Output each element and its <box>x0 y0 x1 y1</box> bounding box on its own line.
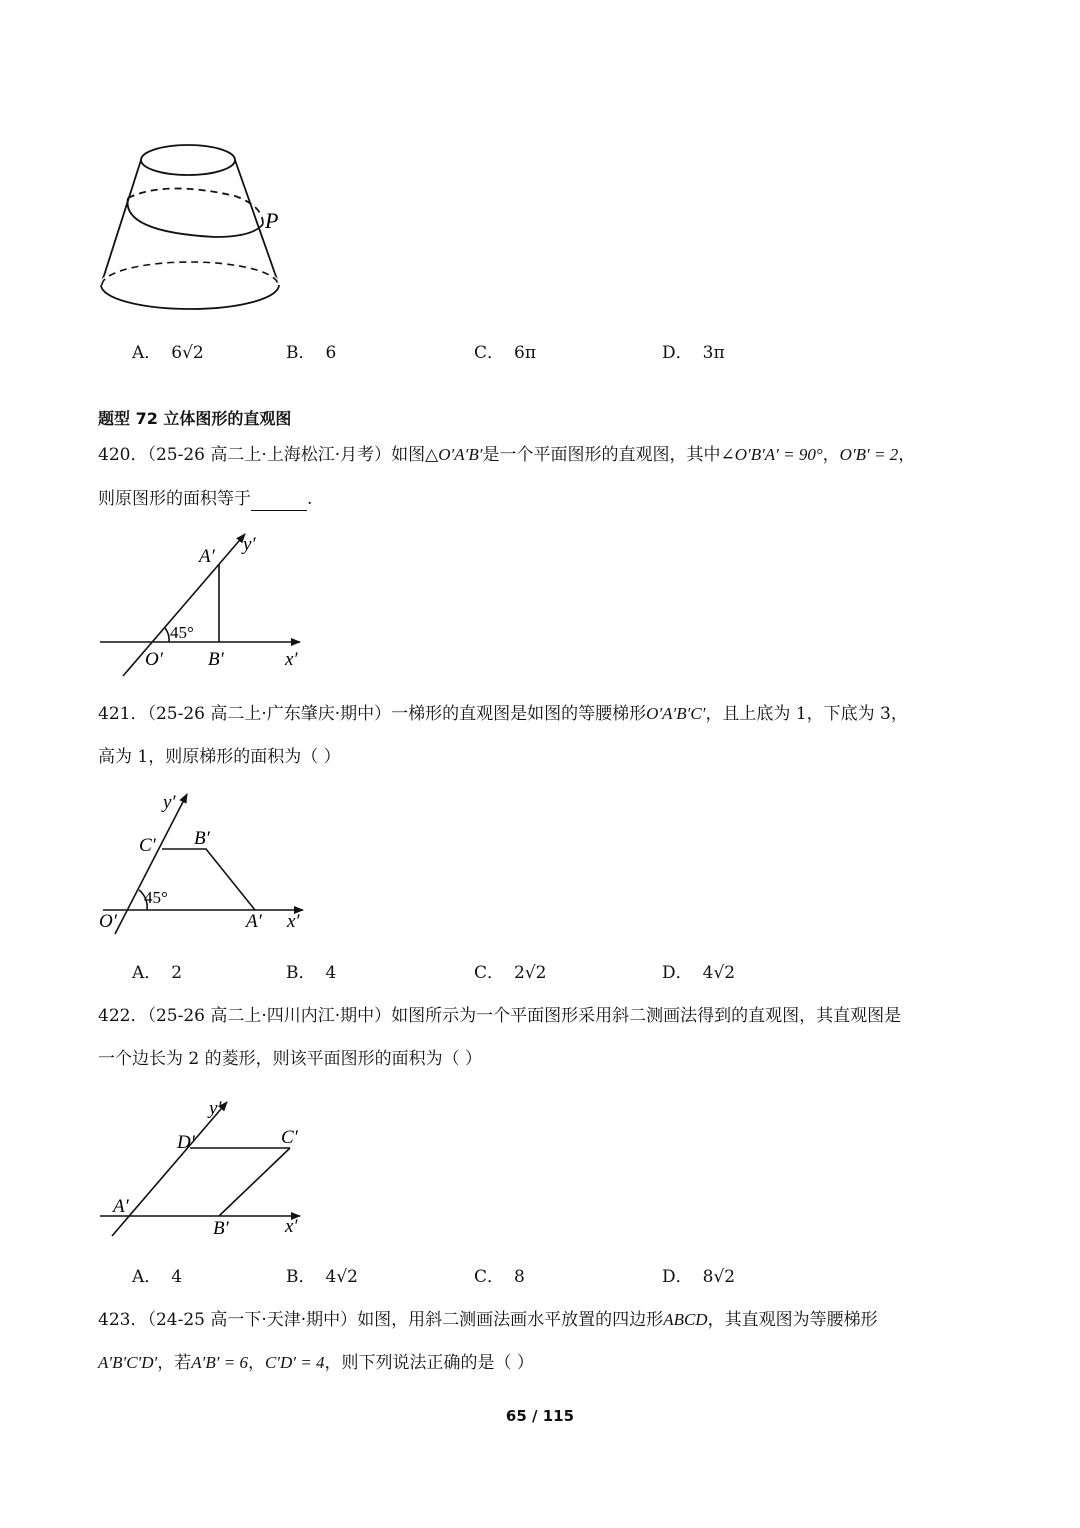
option-d-value: 3π <box>702 343 725 363</box>
q421-option-b-value: 4 <box>325 963 337 983</box>
q421-option-a[interactable] <box>132 961 182 985</box>
section-front-arc <box>128 198 263 237</box>
q423-line1 <box>98 1308 878 1332</box>
label-x: x′ <box>287 911 300 932</box>
frustum-top-ellipse <box>141 145 235 175</box>
q423-text-a: 如图，用斜二测画法画水平放置的四边形 <box>357 1310 664 1330</box>
trapezoid-shape <box>162 849 255 910</box>
q421-option-d[interactable] <box>662 961 735 985</box>
q420-angle-expr: ∠O′B′A′ = 90° <box>720 445 823 464</box>
point-p-label: P <box>265 208 279 233</box>
q420-sep: ， <box>822 445 840 465</box>
label-y: y′ <box>163 792 176 813</box>
q421-number: 421． <box>98 704 148 724</box>
label-x: x′ <box>285 649 298 670</box>
q421-option-c-value: 2√2 <box>514 963 547 983</box>
option-d-label: D． <box>662 343 693 363</box>
y-axis <box>123 534 245 676</box>
option-a-label: A． <box>132 343 162 363</box>
q421-option-c[interactable] <box>474 961 546 985</box>
label-x: x′ <box>285 1216 298 1237</box>
page-current: 65 <box>505 1407 527 1425</box>
q422-figure <box>95 1092 315 1242</box>
q422-option-c-label: C． <box>474 1267 505 1287</box>
q421-text-a: 一梯形的直观图是如图的等腰梯形 <box>391 704 647 724</box>
label-angle: 45° <box>170 623 194 642</box>
q422-option-a-label: A． <box>132 1267 162 1287</box>
q422-option-a-value: 4 <box>171 1267 183 1287</box>
q423-ab-expr: A′B′ = 6 <box>191 1353 248 1372</box>
q421-option-d-value: 4√2 <box>702 963 736 983</box>
q420-line2-text: 则原图形的面积等于 <box>98 489 251 509</box>
q421-text-b: ，且上底为 1，下底为 3， <box>705 704 908 724</box>
q422-option-b[interactable] <box>286 1265 358 1289</box>
q421-option-a-value: 2 <box>171 963 183 983</box>
q421-option-d-label: D． <box>662 963 693 983</box>
label-y: y′ <box>243 534 256 555</box>
q420-figure <box>95 528 315 678</box>
frustum-figure <box>95 140 295 325</box>
option-a-value: 6√2 <box>171 343 204 363</box>
q422-option-c[interactable] <box>474 1265 525 1289</box>
q423-quad: ABCD <box>663 1310 708 1329</box>
q423-source: （24-25 高一下·天津·期中） <box>147 1310 358 1330</box>
option-c-label: C． <box>474 343 505 363</box>
q422-text-a: 如图所示为一个平面图形采用斜二测画法得到的直观图，其直观图是 <box>391 1006 902 1026</box>
q422-line1 <box>98 1004 901 1028</box>
q423-number: 423． <box>98 1310 148 1330</box>
q420-text-a: 如图 <box>391 445 426 465</box>
q421-figure <box>95 788 315 938</box>
q420-end: . <box>307 489 313 509</box>
page-separator: / <box>532 1407 538 1425</box>
q423-text-b: ，其直观图为等腰梯形 <box>707 1310 878 1330</box>
option-c[interactable] <box>474 341 536 365</box>
q422-option-d-label: D． <box>662 1267 693 1287</box>
label-c: C′ <box>281 1127 298 1148</box>
q423-text-d: ，则下列说法正确的是（ ） <box>324 1353 534 1373</box>
q422-option-b-label: B． <box>286 1267 316 1287</box>
label-angle: 45° <box>144 888 168 907</box>
q422-option-d[interactable] <box>662 1265 735 1289</box>
q420-source: （25-26 高二上·上海松江·月考） <box>147 445 392 465</box>
page-total: 115 <box>542 1407 575 1425</box>
q422-option-c-value: 8 <box>514 1267 525 1287</box>
label-o: O′ <box>99 911 117 932</box>
angle-arc <box>165 628 169 642</box>
option-b-value: 6 <box>325 343 337 363</box>
section-back-arc <box>128 188 263 224</box>
q422-option-a[interactable] <box>132 1265 182 1289</box>
label-c: C′ <box>139 835 156 856</box>
label-a: A′ <box>199 546 215 567</box>
label-o: O′ <box>145 649 163 670</box>
q422-line2: 一个边长为 2 的菱形，则该平面图形的面积为（ ） <box>98 1049 483 1069</box>
q423-text-c: ，若 <box>157 1353 192 1373</box>
y-axis <box>115 794 187 934</box>
q421-option-a-label: A． <box>132 963 162 983</box>
label-a: A′ <box>113 1196 129 1217</box>
label-b: B′ <box>208 649 224 670</box>
q423-cd-expr: C′D′ = 4 <box>264 1353 325 1372</box>
q423-line2 <box>98 1351 534 1375</box>
label-d: D′ <box>177 1132 195 1153</box>
q422-source: （25-26 高二上·四川内江·期中） <box>147 1006 392 1026</box>
side-c-b <box>219 1148 290 1216</box>
q423-trapezoid: A′B′C′D′ <box>98 1353 158 1372</box>
q420-line2 <box>98 487 312 511</box>
option-a[interactable] <box>132 341 204 365</box>
q422-option-b-value: 4√2 <box>325 1267 358 1287</box>
option-b[interactable] <box>286 341 336 365</box>
answer-blank[interactable] <box>251 492 307 511</box>
q420-line1 <box>98 443 915 467</box>
q421-option-c-label: C． <box>474 963 505 983</box>
q420-text-b: 是一个平面图形的直观图，其中 <box>482 445 721 465</box>
q420-number: 420． <box>98 445 148 465</box>
q422-number: 422． <box>98 1006 148 1026</box>
q423-sep: ， <box>247 1353 265 1373</box>
page-number <box>0 1407 1080 1425</box>
q420-triangle: △O′A′B′ <box>425 445 483 464</box>
q421-option-b-label: B． <box>286 963 316 983</box>
option-d[interactable] <box>662 341 725 365</box>
q420-sep2: ， <box>898 445 916 465</box>
q421-line2: 高为 1，则原梯形的面积为（ ） <box>98 747 341 767</box>
label-b: B′ <box>194 828 210 849</box>
option-b-label: B． <box>286 343 316 363</box>
q421-trapezoid: O′A′B′C′ <box>646 704 706 723</box>
section-title: 题型 72 立体图形的直观图 <box>98 409 292 428</box>
q421-line1 <box>98 702 908 726</box>
label-y: y′ <box>209 1098 222 1119</box>
q421-option-b[interactable] <box>286 961 336 985</box>
frustum-bottom-back-arc <box>102 262 278 285</box>
label-b: B′ <box>213 1218 229 1239</box>
q422-option-d-value: 8√2 <box>702 1267 736 1287</box>
label-a: A′ <box>246 911 262 932</box>
option-c-value: 6π <box>514 343 537 363</box>
q420-length-expr: O′B′ = 2 <box>839 445 899 464</box>
q421-source: （25-26 高二上·广东肇庆·期中） <box>147 704 392 724</box>
